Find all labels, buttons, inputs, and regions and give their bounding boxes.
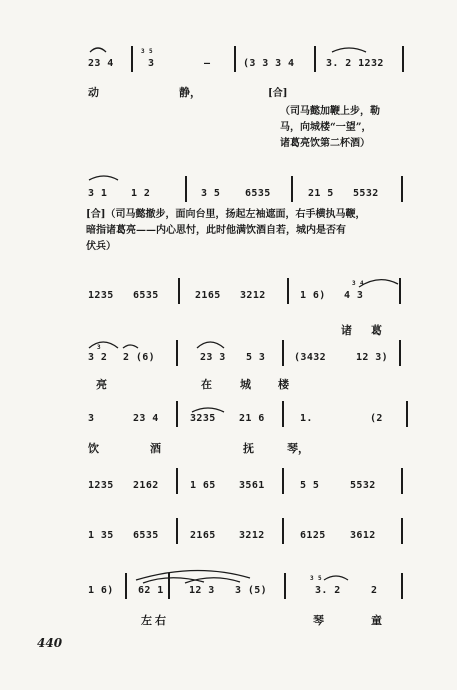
note-group: 2 (6)	[123, 352, 156, 363]
score-line-7	[88, 530, 418, 550]
lyric: 童	[371, 614, 382, 627]
slur-mark	[324, 576, 348, 580]
note-group: 5532	[350, 480, 376, 491]
stage-direction-line: 马，向城楼“一望”，	[280, 122, 372, 133]
note-group: 1235	[88, 290, 114, 301]
slur-mark	[332, 48, 366, 52]
barline	[399, 278, 401, 304]
note-group: (3432	[294, 352, 327, 363]
note-group: 1 6)	[88, 585, 114, 596]
score-line-5	[88, 413, 418, 433]
lyric: 饮	[88, 442, 99, 455]
barline	[185, 176, 187, 202]
note-group: 1 6)	[300, 290, 326, 301]
barline	[125, 573, 127, 599]
stage-direction-line: （司马懿加鞭上步，勒	[280, 106, 380, 117]
note-group: 1 65	[190, 480, 216, 491]
stage-direction-line: 伏兵）	[86, 241, 116, 252]
note-group: 1.	[300, 413, 313, 424]
note-group: 21 5	[308, 188, 334, 199]
slur-mark	[192, 408, 224, 412]
note-group: 5 5	[300, 480, 320, 491]
note-group: 23 4	[88, 58, 114, 69]
stage-direction-line: 暗指诸葛亮——内心思忖，此时他满饮酒自若，城内是否有	[86, 225, 346, 236]
note-group: 3. 2	[315, 585, 341, 596]
barline	[401, 468, 403, 494]
score-line-2	[88, 188, 418, 208]
lyric: 亮	[96, 378, 107, 391]
lyric: 右	[155, 614, 166, 627]
note-group: (3 3 3 4	[243, 58, 295, 69]
note-group: 3235	[190, 413, 216, 424]
note-group: 3212	[239, 530, 265, 541]
note-group: 1 2	[131, 188, 151, 199]
barline	[399, 340, 401, 366]
barline	[168, 573, 170, 599]
note-group: 62 1	[138, 585, 164, 596]
lyric: 城	[240, 378, 251, 391]
score-line-8	[88, 575, 418, 605]
note-group: (2	[370, 413, 383, 424]
slur-mark	[89, 176, 118, 180]
barline	[406, 401, 408, 427]
note-group: 3561	[239, 480, 265, 491]
slur-mark	[359, 280, 398, 287]
barline	[282, 401, 284, 427]
barline	[176, 518, 178, 544]
score-line-4	[88, 344, 418, 372]
note-group: 4 3	[344, 290, 364, 301]
barline	[131, 46, 133, 72]
barline	[401, 573, 403, 599]
lyric: 静，	[179, 86, 201, 99]
slur-mark	[90, 48, 106, 52]
note-group: 21 6	[239, 413, 265, 424]
note-group: 2165	[190, 530, 216, 541]
barline	[176, 340, 178, 366]
note-group: 3 5	[201, 188, 221, 199]
note-group: 1 35	[88, 530, 114, 541]
barline	[178, 278, 180, 304]
lyric: 动	[88, 86, 99, 99]
lyric: 在	[201, 378, 212, 391]
slur-mark	[89, 342, 118, 348]
slur-mark	[123, 345, 138, 348]
note-group: 3	[148, 58, 155, 69]
note-group: 5 3	[246, 352, 266, 363]
note-group: 3212	[240, 290, 266, 301]
note-group: 3. 2 1232	[326, 58, 384, 69]
stage-direction	[280, 104, 440, 152]
grace-note: 3	[97, 344, 102, 351]
note-group: 2165	[195, 290, 221, 301]
barline	[282, 340, 284, 366]
barline	[176, 468, 178, 494]
note-group: 23 3	[200, 352, 226, 363]
note-group: –	[204, 58, 211, 69]
stage-direction-line: 诸葛亮饮第二杯酒）	[280, 138, 370, 149]
note-group: 6125	[300, 530, 326, 541]
barline	[314, 46, 316, 72]
barline	[282, 518, 284, 544]
barline	[282, 468, 284, 494]
barline	[234, 46, 236, 72]
page-number: 440	[37, 636, 63, 650]
barline	[401, 176, 403, 202]
note-group: 12 3)	[356, 352, 389, 363]
slur-mark	[143, 578, 204, 583]
grace-note: 3 5	[141, 48, 154, 55]
score-line-3	[88, 280, 418, 310]
lyric: 酒	[150, 442, 161, 455]
note-group: 23 4	[133, 413, 159, 424]
lyric: 抚	[243, 442, 254, 455]
barline	[284, 573, 286, 599]
stage-direction-line: [合]（司马懿撤步，面向台里，扬起左袖遮面，右手横执马鞭，	[86, 209, 366, 220]
slur-mark	[136, 570, 250, 580]
note-group: 12 3	[189, 585, 215, 596]
lyric: 楼	[278, 378, 289, 391]
slur-mark	[197, 342, 224, 348]
barline	[401, 518, 403, 544]
barline	[176, 401, 178, 427]
grace-note: 3 4	[352, 280, 365, 287]
lyric: 琴，	[287, 442, 309, 455]
lyric: 诸	[341, 324, 352, 337]
note-group: 3 1	[88, 188, 108, 199]
barline	[291, 176, 293, 202]
note-group: 5532	[353, 188, 379, 199]
lyric: 葛	[371, 324, 382, 337]
score-line-1	[88, 48, 418, 78]
note-group: 1235	[88, 480, 114, 491]
note-group: 6535	[133, 290, 159, 301]
note-group: 3612	[350, 530, 376, 541]
score-line-6	[88, 480, 418, 500]
lyric: 琴	[313, 614, 324, 627]
lyric: 左	[141, 614, 152, 627]
note-group: 6535	[245, 188, 271, 199]
note-group: 3	[88, 413, 95, 424]
bracket-label: [合]	[268, 88, 288, 99]
barline	[287, 278, 289, 304]
barline	[402, 46, 404, 72]
note-group: 6535	[133, 530, 159, 541]
note-group: 2162	[133, 480, 159, 491]
note-group: 3 2	[88, 352, 108, 363]
slur-mark	[185, 578, 240, 583]
grace-note: 3 5	[310, 575, 323, 582]
stage-direction	[86, 207, 416, 255]
note-group: 3 (5)	[235, 585, 268, 596]
note-group: 2	[371, 585, 378, 596]
